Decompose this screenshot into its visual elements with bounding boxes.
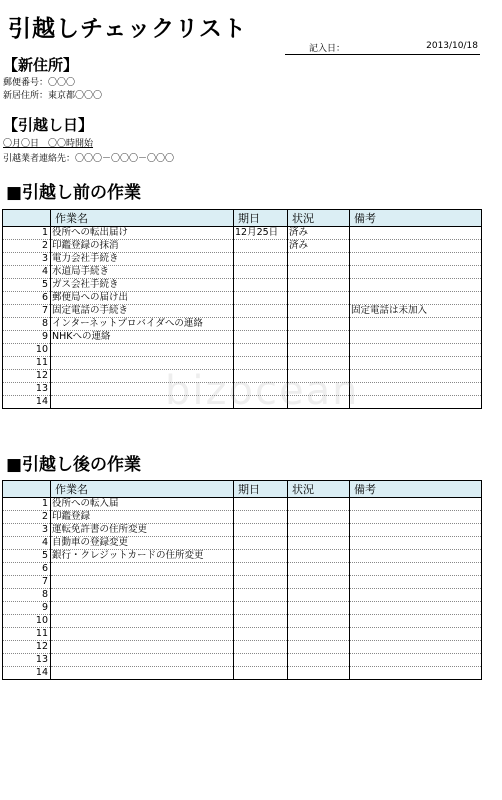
status-cell[interactable]: 済み (288, 240, 350, 253)
status-cell[interactable] (288, 550, 350, 563)
table-row (3, 370, 482, 383)
table-row (3, 550, 482, 563)
status-cell[interactable] (288, 318, 350, 331)
task-cell[interactable] (51, 589, 234, 602)
note-cell[interactable] (350, 227, 482, 240)
row-number[interactable]: 6 (3, 563, 51, 576)
note-cell[interactable] (350, 563, 482, 576)
task-cell[interactable] (51, 628, 234, 641)
note-cell[interactable] (350, 589, 482, 602)
status-cell[interactable] (288, 292, 350, 305)
col-header-task: 作業名 (51, 481, 234, 498)
due-cell[interactable] (234, 563, 288, 576)
postal-code: 郵便番号：〇〇〇 (3, 78, 76, 88)
due-cell[interactable] (234, 266, 288, 279)
status-cell[interactable] (288, 266, 350, 279)
task-cell[interactable]: インターネットプロバイダへの連絡 (51, 318, 234, 331)
note-cell[interactable] (350, 370, 482, 383)
task-cell[interactable]: 運転免許書の住所変更 (51, 524, 234, 537)
table-header-row (3, 481, 482, 498)
before-heading: ■引越し前の作業 (6, 183, 142, 203)
task-cell[interactable] (51, 667, 234, 680)
row-number[interactable]: 12 (3, 370, 51, 383)
task-cell[interactable] (51, 344, 234, 357)
table-row (3, 266, 482, 279)
task-cell[interactable]: 水道局手続き (51, 266, 234, 279)
table-row (3, 537, 482, 550)
note-cell[interactable] (350, 537, 482, 550)
status-cell[interactable] (288, 344, 350, 357)
status-cell[interactable] (288, 602, 350, 615)
due-cell[interactable] (234, 344, 288, 357)
note-cell[interactable] (350, 498, 482, 511)
row-number[interactable]: 14 (3, 667, 51, 680)
row-number[interactable]: 8 (3, 589, 51, 602)
note-cell[interactable] (350, 396, 482, 409)
table-row (3, 589, 482, 602)
task-cell[interactable]: 銀行・クレジットカードの住所変更 (51, 550, 234, 563)
status-cell[interactable] (288, 615, 350, 628)
row-number[interactable]: 2 (3, 240, 51, 253)
after-heading: ■引越し後の作業 (6, 455, 142, 475)
task-cell[interactable]: 役所への転出届け (51, 227, 234, 240)
task-cell[interactable] (51, 563, 234, 576)
task-cell[interactable] (51, 357, 234, 370)
status-cell[interactable] (288, 641, 350, 654)
col-header-note: 備考 (350, 210, 482, 227)
record-date-label: 記入日： (309, 44, 346, 54)
row-number[interactable]: 10 (3, 344, 51, 357)
task-cell[interactable] (51, 641, 234, 654)
status-cell[interactable] (288, 667, 350, 680)
row-number[interactable]: 12 (3, 641, 51, 654)
table-row (3, 654, 482, 667)
task-cell[interactable] (51, 615, 234, 628)
row-number[interactable]: 9 (3, 602, 51, 615)
table-row (3, 615, 482, 628)
row-number[interactable]: 2 (3, 511, 51, 524)
task-cell[interactable] (51, 576, 234, 589)
table-row (3, 524, 482, 537)
note-cell[interactable] (350, 266, 482, 279)
row-number[interactable]: 4 (3, 537, 51, 550)
table-row (3, 240, 482, 253)
table-row (3, 279, 482, 292)
table-row (3, 292, 482, 305)
status-cell[interactable] (288, 498, 350, 511)
status-cell[interactable] (288, 654, 350, 667)
row-number[interactable]: 13 (3, 654, 51, 667)
table-row (3, 305, 482, 318)
task-cell[interactable] (51, 654, 234, 667)
table-row (3, 331, 482, 344)
status-cell[interactable] (288, 576, 350, 589)
note-cell[interactable] (350, 357, 482, 370)
due-cell[interactable] (234, 537, 288, 550)
note-cell[interactable] (350, 511, 482, 524)
table-row (3, 628, 482, 641)
col-header-due: 期日 (234, 210, 288, 227)
note-cell[interactable] (350, 667, 482, 680)
note-cell[interactable] (350, 654, 482, 667)
due-cell[interactable] (234, 602, 288, 615)
status-cell[interactable] (288, 628, 350, 641)
row-number[interactable]: 7 (3, 576, 51, 589)
row-number[interactable]: 9 (3, 331, 51, 344)
table-row (3, 396, 482, 409)
status-cell[interactable] (288, 253, 350, 266)
due-cell[interactable] (234, 240, 288, 253)
due-cell[interactable] (234, 370, 288, 383)
note-cell[interactable] (350, 615, 482, 628)
status-cell[interactable] (288, 357, 350, 370)
row-number[interactable]: 3 (3, 524, 51, 537)
due-cell[interactable] (234, 511, 288, 524)
status-cell[interactable] (288, 396, 350, 409)
table-row (3, 383, 482, 396)
row-number[interactable]: 6 (3, 292, 51, 305)
note-cell[interactable] (350, 240, 482, 253)
status-cell[interactable] (288, 511, 350, 524)
table-row (3, 667, 482, 680)
status-cell[interactable] (288, 589, 350, 602)
table-row (3, 357, 482, 370)
table-row (3, 344, 482, 357)
table-header-row (3, 210, 482, 227)
task-cell[interactable]: 郵便局への届け出 (51, 292, 234, 305)
note-cell[interactable] (350, 318, 482, 331)
status-cell[interactable] (288, 370, 350, 383)
mover-contact: 引越業者連絡先：〇〇〇－〇〇〇－〇〇〇 (3, 154, 175, 164)
new-address: 新居住所：東京都〇〇〇 (3, 91, 103, 101)
note-cell[interactable] (350, 524, 482, 537)
table-row (3, 576, 482, 589)
col-header-note: 備考 (350, 481, 482, 498)
task-cell[interactable]: 印鑑登録 (51, 511, 234, 524)
due-cell[interactable] (234, 253, 288, 266)
task-cell[interactable]: 印鑑登録の抹消 (51, 240, 234, 253)
status-cell[interactable]: 済み (288, 227, 350, 240)
status-cell[interactable] (288, 331, 350, 344)
row-number[interactable]: 11 (3, 628, 51, 641)
due-cell[interactable] (234, 396, 288, 409)
note-cell[interactable] (350, 344, 482, 357)
note-cell[interactable] (350, 576, 482, 589)
note-cell[interactable] (350, 331, 482, 344)
row-number[interactable]: 8 (3, 318, 51, 331)
task-cell[interactable] (51, 383, 234, 396)
status-cell[interactable] (288, 524, 350, 537)
note-cell[interactable] (350, 383, 482, 396)
due-cell[interactable] (234, 318, 288, 331)
status-cell[interactable] (288, 563, 350, 576)
after-task-table (2, 480, 482, 680)
row-number[interactable]: 13 (3, 383, 51, 396)
note-cell[interactable] (350, 641, 482, 654)
due-cell[interactable] (234, 667, 288, 680)
due-cell[interactable] (234, 628, 288, 641)
note-cell[interactable]: 固定電話は未加入 (350, 305, 482, 318)
due-cell[interactable] (234, 498, 288, 511)
table-row (3, 498, 482, 511)
due-cell[interactable]: 12月25日 (234, 227, 288, 240)
due-cell[interactable] (234, 654, 288, 667)
due-cell[interactable] (234, 279, 288, 292)
due-cell[interactable] (234, 550, 288, 563)
note-cell[interactable] (350, 279, 482, 292)
task-cell[interactable] (51, 396, 234, 409)
task-cell[interactable]: 電力会社手続き (51, 253, 234, 266)
moving-day-heading: 【引越し日】 (3, 116, 94, 134)
due-cell[interactable] (234, 641, 288, 654)
due-cell[interactable] (234, 292, 288, 305)
row-number[interactable]: 10 (3, 615, 51, 628)
before-task-table (2, 209, 482, 409)
row-number[interactable]: 4 (3, 266, 51, 279)
task-cell[interactable]: 自動車の登録変更 (51, 537, 234, 550)
due-cell[interactable] (234, 576, 288, 589)
due-cell[interactable] (234, 524, 288, 537)
col-header-number (3, 481, 51, 498)
table-row (3, 563, 482, 576)
record-date-value: 2013/10/18 (426, 41, 478, 51)
col-header-task: 作業名 (51, 210, 234, 227)
row-number[interactable]: 5 (3, 550, 51, 563)
row-number[interactable]: 14 (3, 396, 51, 409)
new-address-heading: 【新住所】 (3, 56, 79, 74)
task-cell[interactable]: NHKへの連絡 (51, 331, 234, 344)
table-row (3, 602, 482, 615)
row-number[interactable]: 3 (3, 253, 51, 266)
table-row (3, 511, 482, 524)
status-cell[interactable] (288, 383, 350, 396)
status-cell[interactable] (288, 279, 350, 292)
status-cell[interactable] (288, 305, 350, 318)
col-header-status: 状況 (288, 210, 350, 227)
due-cell[interactable] (234, 331, 288, 344)
col-header-due: 期日 (234, 481, 288, 498)
table-row (3, 253, 482, 266)
task-cell[interactable] (51, 370, 234, 383)
due-cell[interactable] (234, 305, 288, 318)
table-row (3, 227, 482, 240)
col-header-number (3, 210, 51, 227)
task-cell[interactable]: 役所への転入届 (51, 498, 234, 511)
row-number[interactable]: 7 (3, 305, 51, 318)
moving-date: 〇月〇日 〇〇時開始 (3, 139, 94, 149)
table-row (3, 318, 482, 331)
note-cell[interactable] (350, 292, 482, 305)
record-date (285, 40, 480, 55)
row-number[interactable]: 1 (3, 498, 51, 511)
task-cell[interactable] (51, 602, 234, 615)
task-cell[interactable]: ガス会社手続き (51, 279, 234, 292)
watermark-logo: bizocean (165, 368, 360, 414)
table-row (3, 641, 482, 654)
note-cell[interactable] (350, 602, 482, 615)
note-cell[interactable] (350, 628, 482, 641)
row-number[interactable]: 11 (3, 357, 51, 370)
due-cell[interactable] (234, 383, 288, 396)
col-header-status: 状況 (288, 481, 350, 498)
due-cell[interactable] (234, 589, 288, 602)
page-title: 引越しチェックリスト (8, 16, 247, 42)
note-cell[interactable] (350, 550, 482, 563)
task-cell[interactable]: 固定電話の手続き (51, 305, 234, 318)
row-number[interactable]: 5 (3, 279, 51, 292)
note-cell[interactable] (350, 253, 482, 266)
due-cell[interactable] (234, 615, 288, 628)
row-number[interactable]: 1 (3, 227, 51, 240)
due-cell[interactable] (234, 357, 288, 370)
status-cell[interactable] (288, 537, 350, 550)
